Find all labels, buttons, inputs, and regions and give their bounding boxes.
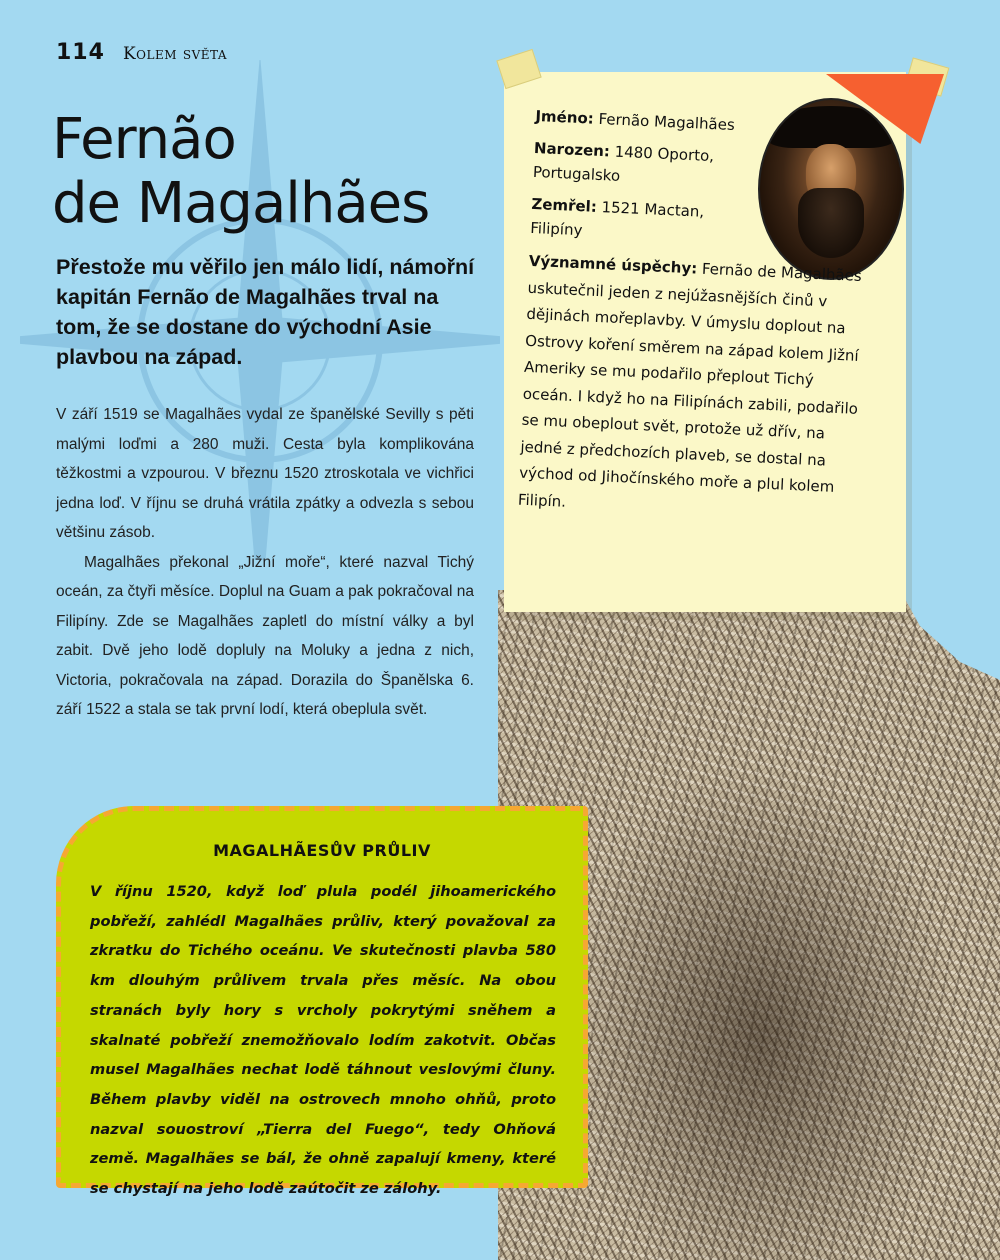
- callout-title: MAGALHÃESŮV PRŮLIV: [213, 841, 431, 860]
- title-line-1: Fernão: [52, 107, 236, 172]
- fact-born: [532, 136, 754, 194]
- fact-name-label: Jméno:: [535, 106, 595, 128]
- engraving-shading: [560, 760, 960, 1260]
- body-paragraph-1: V září 1519 se Magalhães vydal ze španělské Sevilly s pěti malými loďmi a 280 muži. Cesta byla komplikována těžkostmi a vzpourou. V březnu 1520 ztroskotala ve vichřici jedna loď. V říjnu se druhá vrátila zpátky a odvezla s sebou většinu zásob.: [56, 406, 474, 541]
- fact-name-value: Fernão Magalhães: [598, 109, 736, 135]
- callout-text: V říjnu 1520, když loď plula podél jihoamerického pobřeží, zahlédl Magalhães průliv, který považoval za zkratku do Tichého oceánu. Ve skutečnosti plavba 580 km dlouhým průlivem trvala přes měsíc. Na obou stranách byly hory s vrcholy pokrytými sněhem a skalnaté pobřeží znemožňovalo lodím zakotvit. Občas musel Magalhães nechat lodě táhnout veslovými čluny. Během plavby viděl na ostrovech mnoho ohňů, proto nazval souostroví „Tierra del Fuego“, tedy Ohňová země. Magalhães se bál, že ohně zapalují kmeny, které se chystají na jeho lodě zaútočit ze zálohy.: [90, 883, 556, 1198]
- page-number: 114: [56, 40, 105, 65]
- lead-paragraph: Přestože mu věřilo jen málo lidí, námořní kapitán Fernão de Magalhães trval na tom, že se dostane do východní Asie plavbou na západ.: [56, 255, 475, 369]
- fact-died-value: 1521 Mactan, Filipíny: [529, 198, 705, 240]
- fact-achievements-label: Významné úspěchy:: [528, 251, 698, 278]
- body-paragraph-2: Magalhães překonal „Jižní moře“, které nazval Tichý oceán, za čtyři měsíce. Doplul na Guam a pak pokračoval na Filipíny. Zde se Magalhães zapletl do místní války a byl zabit. Dvě jeho lodě dopluly na Moluky a jedna z nich, Victoria, pokračovala na západ. Dorazila do Španělska 6. září 1522 a stala se tak první lodí, která obeplula svět.: [56, 553, 474, 718]
- page-header: [56, 40, 227, 65]
- fact-born-value: 1480 Oporto, Portugalsko: [532, 142, 715, 185]
- body-text: [56, 400, 474, 725]
- fact-card-text: [517, 104, 876, 536]
- fact-achievements-value: Fernão de Magalhães uskutečnil jeden z nejúžasnějších činů v dějinách mořeplavby. V úmyslu doplout na Ostrovy koření směrem na západ kolem Jižní Ameriky se mu podařilo přeplout Tichý oceán. I když ho na Filipínách zabili, podařilo se mu obeplout svět, protože už dřív, na jedné z předchozích plaveb, se dostal na východ od Jihočínského moře a plul kolem Filipín.: [517, 259, 863, 511]
- section-title: Kolem světa: [122, 44, 228, 64]
- fact-died: [530, 192, 732, 249]
- title-line-2: de Magalhães: [52, 171, 430, 236]
- strait-callout-box: [56, 806, 588, 1198]
- fact-died-label: Zemřel:: [531, 194, 598, 216]
- fact-achievements: [517, 248, 869, 528]
- fact-born-label: Narozen:: [533, 138, 611, 161]
- page-title: [52, 108, 429, 236]
